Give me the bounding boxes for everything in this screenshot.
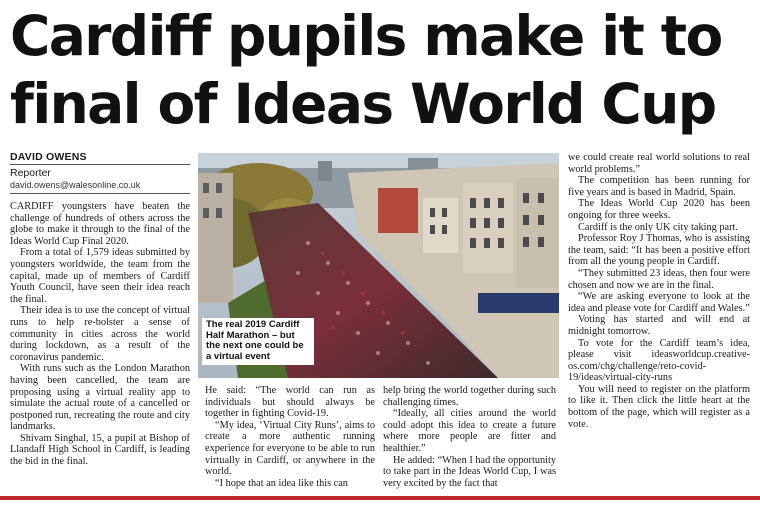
- paragraph: To vote for the Cardiff team’s idea, please visit ideasworldcup.creative-os.com/chg/challenge/reto-covid-19/ideas/virtual-city-runs: [568, 337, 750, 384]
- paragraph: Voting has started and will end at midnight tomorrow.: [568, 314, 750, 337]
- headline-line-1: Cardiff pupils make it to: [10, 4, 722, 68]
- paragraph: Their idea is to use the concept of virtual runs to help re-bolster a sense of community in cities across the world during lockdown, as a result of the coronavirus pandemic.: [10, 305, 190, 363]
- paragraph: “We are asking everyone to look at the idea and please vote for Cardiff and Wales.”: [568, 291, 750, 314]
- paragraph: He added: “When I had the opportunity to take part in the Ideas World Cup, I was very excited by the fact that: [383, 454, 556, 489]
- paragraph: help bring the world together during such challenging times.: [383, 385, 556, 408]
- paragraph: You will need to register on the platform to like it. Then click the little heart at the bottom of the page, which will register as a vote.: [568, 383, 750, 430]
- paragraph: The Ideas World Cup 2020 has been ongoing for three weeks.: [568, 198, 750, 221]
- paragraph: With runs such as the London Marathon having been cancelled, the team are proposing using a virtual reality app to simulate the actual route of a cancelled or postponed run, recreating the route and city landmarks.: [10, 363, 190, 433]
- author-email: david.owens@walesonline.co.uk: [10, 180, 190, 194]
- paragraph: we could create real world solutions to real world problems.”: [568, 152, 750, 175]
- author-role: Reporter: [10, 167, 51, 179]
- paragraph: CARDIFF youngsters have beaten the challenge of hundreds of others across the globe to make it through to the final of the Ideas World Cup Final 2020.: [10, 201, 190, 247]
- paragraph: “Ideally, all cities around the world could adopt this idea to create a future where more people are fitter and healthier.”: [383, 408, 556, 454]
- paragraph: “They submitted 23 ideas, then four were chosen and now we are in the final.: [568, 267, 750, 291]
- headline-line-2: final of Ideas World Cup: [10, 72, 716, 136]
- article-column-4: [568, 152, 750, 430]
- paragraph: From a total of 1,579 ideas submitted by youngsters worldwide, the team from the capital, made up of members of Cardiff Youth Council, have seen their idea reach the final.: [10, 247, 190, 305]
- author-name: DAVID OWENS: [10, 151, 190, 165]
- article-column-3: [383, 385, 556, 489]
- paragraph: Professor Roy J Thomas, who is assisting the team, said: “It has been a positive effort from all the young people in Cardiff.: [568, 233, 750, 268]
- paragraph: He said: “The world can run as individuals but should always be together in fighting Covid-19.: [205, 385, 375, 420]
- bottom-accent-rule: [0, 496, 760, 500]
- paragraph: “I hope that an idea like this can: [215, 477, 348, 489]
- paragraph: The competition has been running for five years and is based in Madrid, Spain.: [568, 175, 750, 198]
- byline: [10, 151, 190, 194]
- article-column-2: [205, 385, 375, 489]
- photo-caption: The real 2019 Cardiff Half Marathon – but the next one could be a virtual event: [202, 318, 314, 365]
- paragraph: Cardiff is the only UK city taking part.: [578, 221, 738, 233]
- paragraph: Shivam Singhal, 15, a pupil at Bishop of Llandaff High School in Cardiff, is leading the bid in the final.: [10, 432, 190, 468]
- article-column-1: [10, 201, 190, 468]
- headline: [10, 2, 755, 138]
- paragraph: “My idea, ‘Virtual City Runs’, aims to create a more authentic running experience for everyone to be able to run virtually in Cardiff, or anywhere in the world.: [205, 419, 375, 478]
